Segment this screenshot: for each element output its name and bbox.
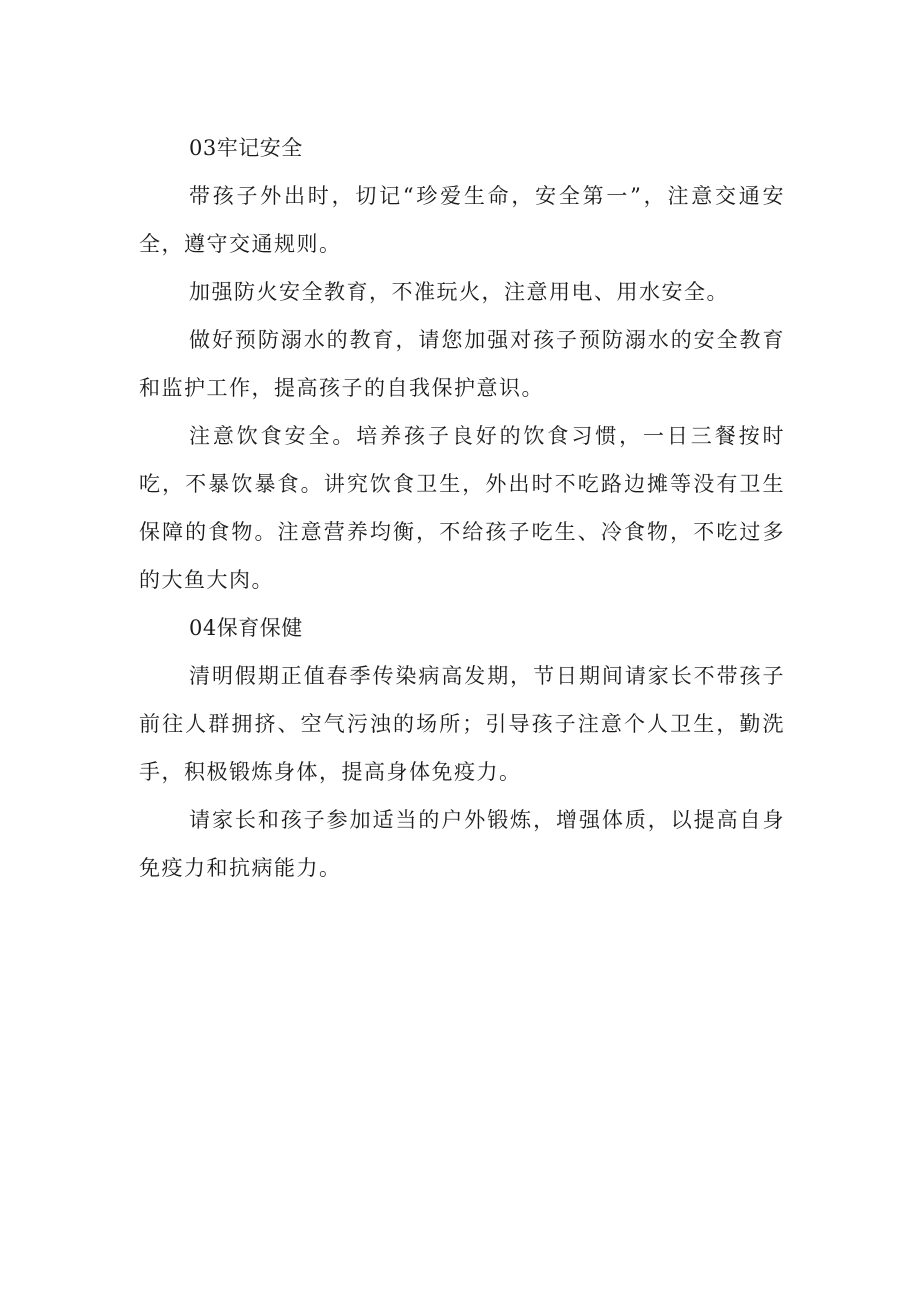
paragraph-food-safety: 注意饮食安全。培养孩子良好的饮食习惯，一日三餐按时吃，不暴饮暴食。讲究饮食卫生，外出时不吃路边摊等没有卫生保障的食物。注意营养均衡，不给孩子吃生、冷食物，不吃过多的大鱼大肉。 bbox=[139, 424, 785, 592]
paragraph-traffic-safety: 带孩子外出时，切记“珍爱生命，安全第一”，注意交通安全，遵守交通规则。 bbox=[139, 184, 785, 256]
paragraph-outdoor-exercise: 请家长和孩子参加适当的户外锻炼，增强体质，以提高自身免疫力和抗病能力。 bbox=[139, 808, 785, 880]
document-body bbox=[139, 124, 785, 892]
paragraph-drowning-prevention: 做好预防溺水的教育，请您加强对孩子预防溺水的安全教育和监护工作，提高孩子的自我保护意识。 bbox=[139, 328, 785, 400]
paragraph-fire-safety: 加强防火安全教育，不准玩火，注意用电、用水安全。 bbox=[189, 280, 729, 304]
section-heading-health-care: 04保育保健 bbox=[189, 616, 303, 640]
section-heading-safety: 03牢记安全 bbox=[189, 136, 303, 160]
paragraph-disease-prevention: 清明假期正值春季传染病高发期，节日期间请家长不带孩子前往人群拥挤、空气污浊的场所；引导孩子注意个人卫生，勤洗手，积极锻炼身体，提高身体免疫力。 bbox=[139, 664, 785, 784]
